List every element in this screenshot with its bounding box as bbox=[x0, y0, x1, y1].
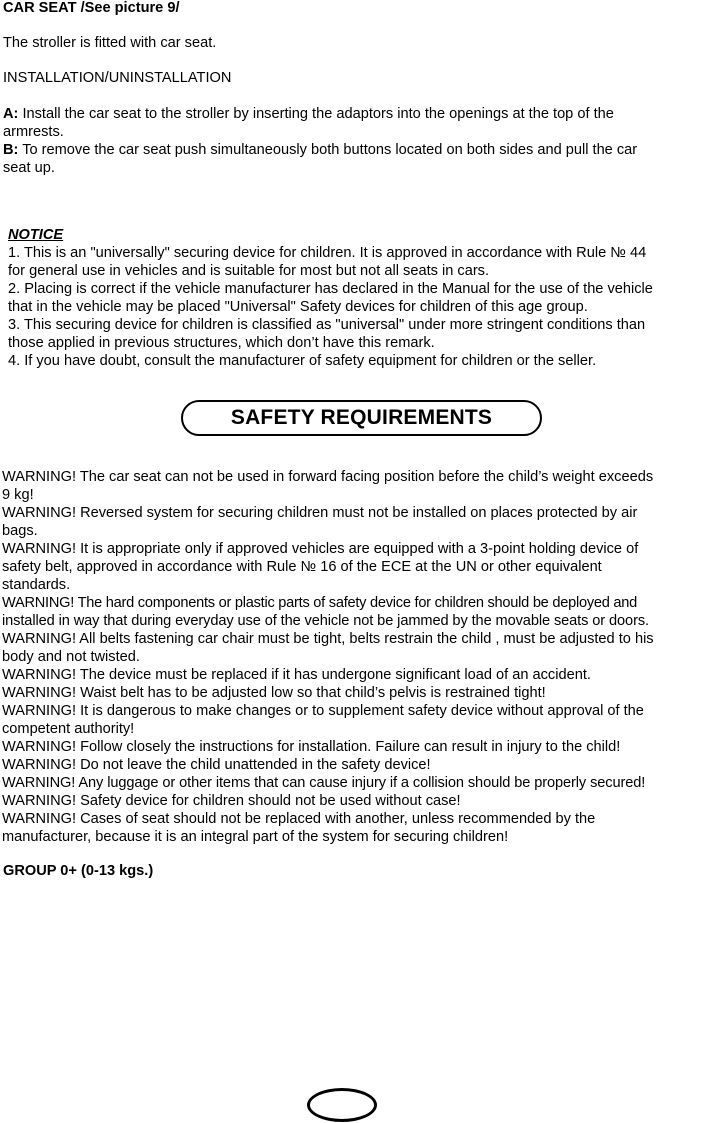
notice-line: that in the vehicle may be placed "Universal" Safety devices for children of this age group. bbox=[8, 299, 588, 315]
step-b-label: B: bbox=[3, 142, 19, 158]
warning-line: WARNING! Reversed system for securing children must not be installed on places protected by air bbox=[2, 505, 638, 521]
warning-line: manufacturer, because it is an integral part of the system for securing children! bbox=[2, 829, 509, 845]
warning-line: WARNING! Waist belt has to be adjusted low so that child’s pelvis is restrained tight! bbox=[2, 685, 546, 701]
step-a-text: Install the car seat to the stroller by inserting the adaptors into the openings at the top of the bbox=[18, 106, 614, 122]
step-a bbox=[3, 105, 614, 123]
step-b-cont: seat up. bbox=[3, 160, 55, 176]
warning-line: WARNING! Any luggage or other items that can cause injury if a collision should be properly secured! bbox=[2, 775, 646, 791]
warning-line: WARNING! The hard components or plastic parts of safety device for children should be deployed and bbox=[2, 595, 637, 611]
step-a-cont: armrests. bbox=[3, 124, 64, 140]
warning-line: safety belt, approved in accordance with Rule № 16 of the ECE at the UN or other equivalent bbox=[2, 559, 602, 575]
step-a-label: A: bbox=[3, 106, 19, 122]
warning-line: bags. bbox=[2, 523, 38, 539]
warning-line: WARNING! It is dangerous to make changes or to supplement safety device without approval of the bbox=[2, 703, 644, 719]
step-b bbox=[3, 141, 637, 159]
notice-line: for general use in vehicles and is suitable for most but not all seats in cars. bbox=[8, 263, 490, 279]
notice-line: 3. This securing device for children is classified as "universal" under more stringent conditions than bbox=[8, 317, 646, 333]
warning-line: WARNING! The device must be replaced if it has undergone significant load of an accident. bbox=[2, 667, 591, 683]
warning-line: 9 kg! bbox=[2, 487, 34, 503]
notice-line: those applied in previous structures, which don’t have this remark. bbox=[8, 335, 435, 351]
warning-line: WARNING! Follow closely the instructions for installation. Failure can result in injury to the child! bbox=[2, 739, 621, 755]
step-b-text: To remove the car seat push simultaneously both buttons located on both sides and pull the car bbox=[18, 142, 638, 158]
warning-line: WARNING! The car seat can not be used in forward facing position before the child’s weight exceeds bbox=[2, 469, 654, 485]
warning-line: competent authority! bbox=[2, 721, 135, 737]
warnings-list bbox=[2, 468, 723, 846]
car-seat-heading: CAR SEAT /See picture 9/ bbox=[3, 0, 180, 16]
warning-line: installed in way that during everyday use of the vehicle not be jammed by the movable seats or doors. bbox=[2, 613, 649, 629]
notice-line: 1. This is an "universally" securing device for children. It is approved in accordance with Rule № 44 bbox=[8, 245, 647, 261]
notice-line: 4. If you have doubt, consult the manufacturer of safety equipment for children or the seller. bbox=[8, 353, 597, 369]
warning-line: WARNING! Safety device for children should not be used without case! bbox=[2, 793, 461, 809]
page-number-oval bbox=[307, 1088, 377, 1122]
installation-heading: INSTALLATION/UNINSTALLATION bbox=[3, 70, 232, 86]
warning-line: WARNING! All belts fastening car chair must be tight, belts restrain the child , must be adjusted to his bbox=[2, 631, 654, 647]
notice-line: 2. Placing is correct if the vehicle manufacturer has declared in the Manual for the use of the vehicle bbox=[8, 281, 653, 297]
notice-title: NOTICE bbox=[8, 227, 64, 243]
warning-line: body and not twisted. bbox=[2, 649, 140, 665]
warning-line: WARNING! Cases of seat should not be replaced with another, unless recommended by the bbox=[2, 811, 596, 827]
group-heading: GROUP 0+ (0-13 kgs.) bbox=[3, 863, 154, 879]
notice-section bbox=[8, 226, 653, 370]
car-seat-intro: The stroller is fitted with car seat. bbox=[3, 35, 217, 51]
warning-line: WARNING! Do not leave the child unattended in the safety device! bbox=[2, 757, 431, 773]
warning-line: standards. bbox=[2, 577, 71, 593]
safety-requirements-banner: SAFETY REQUIREMENTS bbox=[181, 400, 542, 436]
warning-line: WARNING! It is appropriate only if approved vehicles are equipped with a 3-point holding device of bbox=[2, 541, 639, 557]
